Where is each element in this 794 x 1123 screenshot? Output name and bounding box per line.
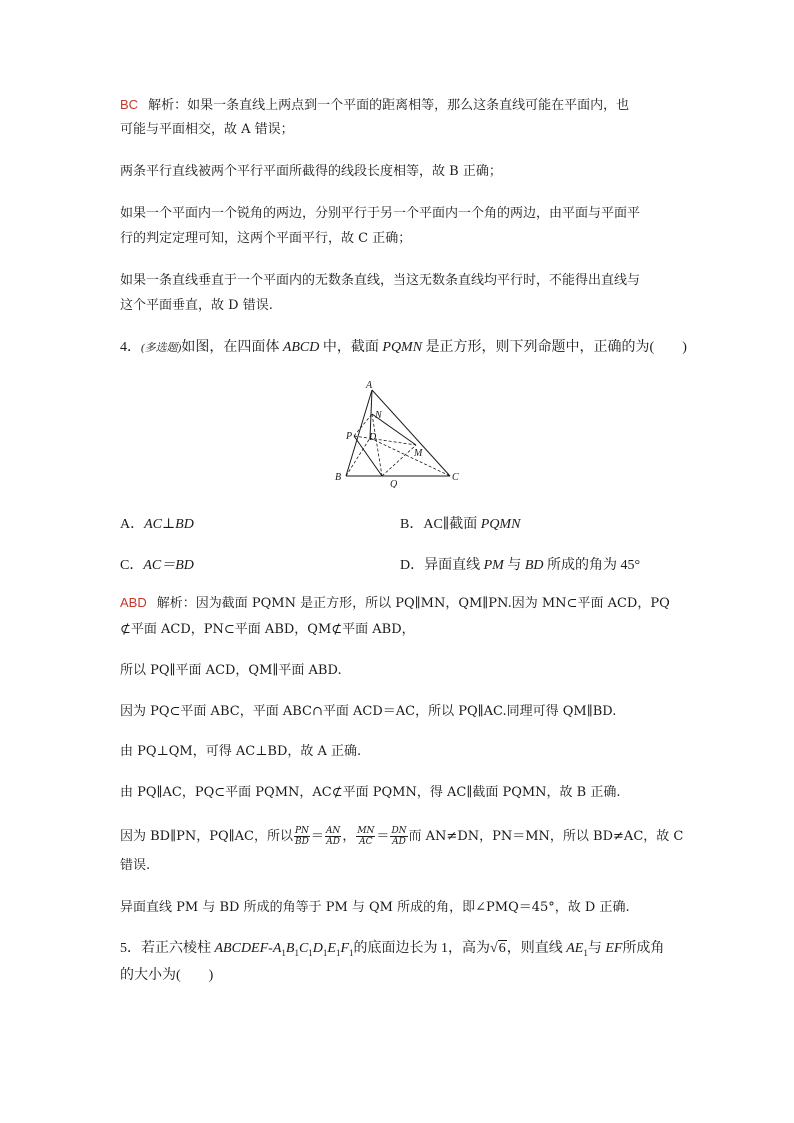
- sol3-line-1: BC 解析：如果一条直线上两点到一个平面的距离相等，那么这条直线可能在平面内，也: [120, 97, 630, 113]
- sol3-line-2: 可能与平面相交，故 A 错误；: [120, 122, 294, 137]
- segment-pm: [354, 436, 416, 445]
- sol3-line-6: 如果一条直线垂直于一个平面内的无数条直线，当这无数条直线均平行时，不能得出直线与: [120, 273, 641, 288]
- label-n: N: [375, 410, 382, 421]
- segment-nq: [372, 414, 382, 476]
- sol4-line-2: ⊄平面 ACD，PN⊂平面 ABD，QM⊄平面 ABD，: [120, 622, 415, 637]
- option-c: C．AC＝BD: [120, 558, 194, 573]
- option-b: B．AC∥截面 PQMN: [400, 517, 521, 532]
- label-p: P: [346, 431, 353, 442]
- sol4-line-7: 因为 BD∥PN，PQ∥AC，所以 $\frac{PN}{BD}$ ＝ $\frac{AN}{AD}$ ， $\frac{MN}{AC}$ ＝ $\frac{DN}{AD}$ 而 AN≠DN，PN＝MN，所以 BD≠AC，故 C: [120, 826, 684, 847]
- label-c: C: [452, 472, 459, 483]
- edge-bd: [346, 438, 370, 476]
- sol3-line-5: 行的判定定理可知，这两个平面平行，故 C 正确；: [120, 231, 412, 246]
- q4-stem: 4．(多选题)如图，在四面体 ABCD 中，截面 PQMN 是正方形，则下列命题中，正确的为( ): [120, 340, 687, 355]
- fraction-pn-bd: $\frac{PN}{BD}$: [294, 826, 309, 847]
- fraction-an-ad: $\frac{AN}{AD}$: [325, 826, 341, 847]
- sqrt-sign: √: [490, 941, 498, 956]
- analysis-label: 解析：: [148, 97, 188, 112]
- label-b: B: [335, 472, 342, 483]
- option-a: A．AC⊥BD: [120, 517, 194, 532]
- sol4-line-8: 错误.: [120, 858, 151, 873]
- sol3-line-4: 如果一个平面内一个锐角的两边，分别平行于另一个平面内一个角的两边，由平面与平面平: [120, 206, 641, 221]
- sol3-line-3: 两条平行直线被两个平行平面所截得的线段长度相等，故 B 正确；: [120, 164, 502, 179]
- tetrahedron-figure: [326, 376, 466, 488]
- sol3-line-7: 这个平面垂直，故 D 错误.: [120, 298, 273, 313]
- sol4-line-1: ABD 解析：因为截面 PQMN 是正方形，所以 PQ∥MN，QM∥PN.因为 MN⊂平面 ACD，PQ: [120, 595, 670, 611]
- label-d: D: [369, 432, 377, 443]
- answer-badge: ABD: [120, 595, 147, 610]
- label-m: M: [414, 448, 423, 459]
- multi-choice-tag: (多选题): [141, 342, 182, 354]
- sol4-line-6: 由 PQ∥AC，PQ⊂平面 PQMN，AC⊄平面 PQMN，得 AC∥截面 PQMN，故 B 正确.: [120, 785, 621, 800]
- sol4-line-5: 由 PQ⊥QM，可得 AC⊥BD，故 A 正确.: [120, 744, 362, 759]
- edge-dc: [370, 438, 450, 476]
- sqrt-radicand: 6: [498, 941, 506, 956]
- analysis-label: 解析：: [156, 595, 196, 610]
- q5-stem-line-2: 的大小为( ): [120, 968, 214, 983]
- edge-ac: [372, 390, 450, 476]
- q5-stem-line-1: 5．若正六棱柱 ABCDEF-$A_1B_1C_1D_1E_1F_1$的底面边长为 1，高为√6，则直线 $AE_1$与 EF所成角: [120, 941, 665, 958]
- fraction-dn-ad: $\frac{DN}{AD}$: [391, 826, 407, 847]
- sol4-line-4: 因为 PQ⊂平面 ABC，平面 ABC∩平面 ACD＝AC，所以 PQ∥AC.同理可得 QM∥BD.: [120, 704, 617, 719]
- answer-badge: BC: [120, 97, 139, 112]
- label-q: Q: [390, 479, 398, 488]
- sol4-line-9: 异面直线 PM 与 BD 所成的角等于 PM 与 QM 所成的角，即∠PMQ＝45°，故 D 正确.: [120, 900, 630, 915]
- fraction-mn-ac: $\frac{MN}{AC}$: [357, 826, 375, 847]
- label-a: A: [366, 380, 373, 391]
- sol4-line-3: 所以 PQ∥平面 ACD，QM∥平面 ABD.: [120, 663, 342, 678]
- segment-pq: [354, 436, 382, 476]
- option-d: D．异面直线 PM 与 BD 所成的角为 45°: [400, 558, 641, 573]
- segment-qm: [382, 445, 416, 476]
